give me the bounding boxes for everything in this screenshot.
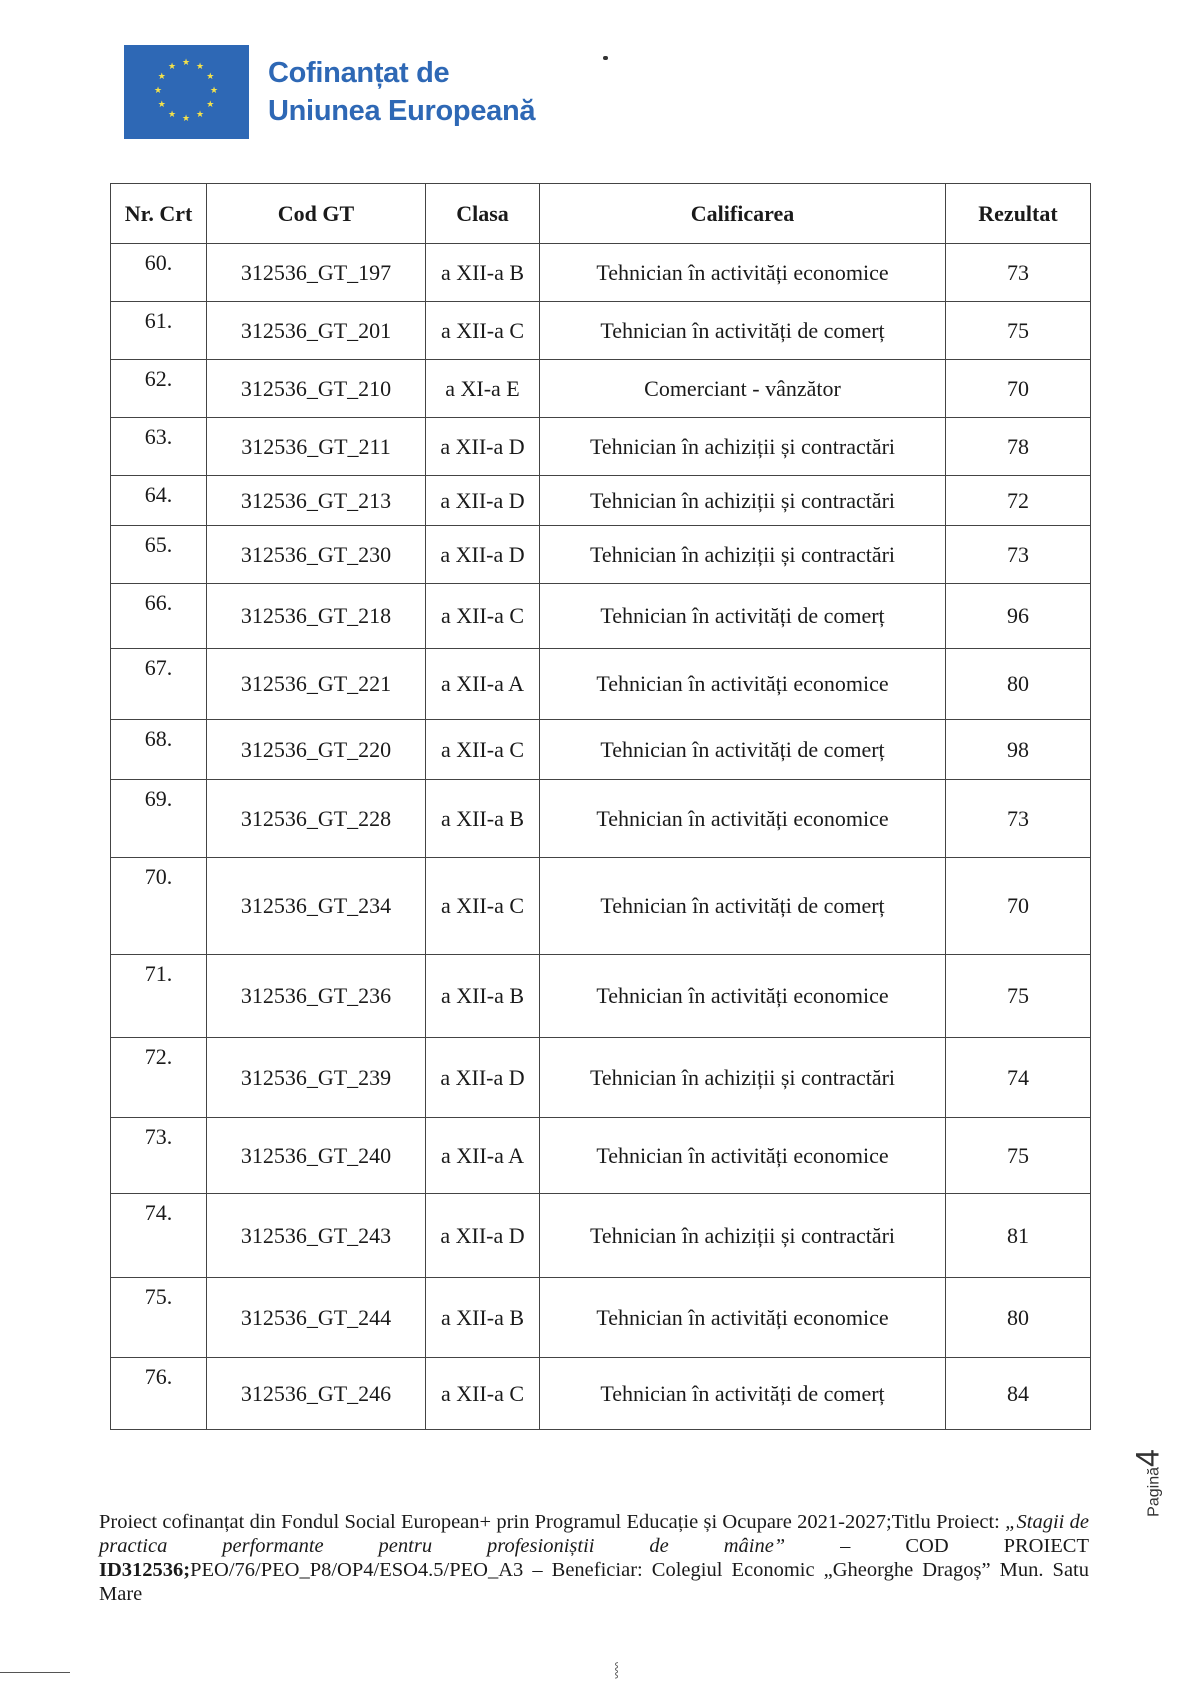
rezultat-cell: 70 bbox=[946, 360, 1091, 418]
cod-gt-cell: 312536_GT_244 bbox=[207, 1278, 426, 1358]
clasa-cell: a XII-a C bbox=[426, 720, 540, 780]
calificarea-cell: Tehnician în activități de comerț bbox=[540, 584, 946, 649]
clasa-cell: a XII-a B bbox=[426, 955, 540, 1038]
nr-cell: 75. bbox=[111, 1278, 207, 1358]
table-row bbox=[111, 526, 1091, 584]
table-row bbox=[111, 858, 1091, 955]
rezultat-cell: 75 bbox=[946, 955, 1091, 1038]
table-row bbox=[111, 1358, 1091, 1430]
rezultat-cell: 98 bbox=[946, 720, 1091, 780]
star-icon: ★ bbox=[154, 86, 163, 96]
nr-cell: 63. bbox=[111, 418, 207, 476]
clasa-cell: a XII-a D bbox=[426, 476, 540, 526]
cod-gt-cell: 312536_GT_197 bbox=[207, 244, 426, 302]
column-header-cod: Cod GT bbox=[207, 184, 426, 244]
clasa-cell: a XII-a B bbox=[426, 780, 540, 858]
cod-gt-cell: 312536_GT_218 bbox=[207, 584, 426, 649]
column-header-rezultat: Rezultat bbox=[946, 184, 1091, 244]
table-row bbox=[111, 649, 1091, 720]
nr-cell: 73. bbox=[111, 1118, 207, 1194]
cod-gt-cell: 312536_GT_220 bbox=[207, 720, 426, 780]
calificarea-cell: Tehnician în activități economice bbox=[540, 244, 946, 302]
calificarea-cell: Tehnician în achiziții și contractări bbox=[540, 526, 946, 584]
clasa-cell: a XII-a D bbox=[426, 418, 540, 476]
rezultat-cell: 80 bbox=[946, 649, 1091, 720]
page-number-value: 4 bbox=[1129, 1449, 1166, 1467]
table-row bbox=[111, 584, 1091, 649]
table-body bbox=[111, 244, 1091, 1430]
rezultat-cell: 72 bbox=[946, 476, 1091, 526]
nr-cell: 62. bbox=[111, 360, 207, 418]
cod-gt-cell: 312536_GT_201 bbox=[207, 302, 426, 360]
table-row bbox=[111, 720, 1091, 780]
nr-cell: 68. bbox=[111, 720, 207, 780]
star-icon: ★ bbox=[168, 61, 177, 72]
table-row bbox=[111, 1194, 1091, 1278]
cod-gt-cell: 312536_GT_236 bbox=[207, 955, 426, 1038]
column-header-clasa: Clasa bbox=[426, 184, 540, 244]
eu-cofinancing-logo bbox=[124, 45, 535, 139]
cod-gt-cell: 312536_GT_243 bbox=[207, 1194, 426, 1278]
star-icon: ★ bbox=[206, 72, 215, 82]
column-header-calificarea: Calificarea bbox=[540, 184, 946, 244]
cod-gt-cell: 312536_GT_228 bbox=[207, 780, 426, 858]
star-icon: ★ bbox=[196, 61, 205, 72]
table-row bbox=[111, 955, 1091, 1038]
nr-cell: 65. bbox=[111, 526, 207, 584]
clasa-cell: a XII-a C bbox=[426, 584, 540, 649]
calificarea-cell: Tehnician în activități economice bbox=[540, 1278, 946, 1358]
table-row bbox=[111, 780, 1091, 858]
star-icon: ★ bbox=[196, 110, 205, 121]
calificarea-cell: Tehnician în achiziții și contractări bbox=[540, 476, 946, 526]
calificarea-cell: Tehnician în achiziții și contractări bbox=[540, 418, 946, 476]
star-icon: ★ bbox=[210, 86, 219, 96]
nr-cell: 74. bbox=[111, 1194, 207, 1278]
eu-flag-icon bbox=[124, 45, 249, 139]
table-row bbox=[111, 244, 1091, 302]
cod-gt-cell: 312536_GT_210 bbox=[207, 360, 426, 418]
footer-text-2: – COD PROIECT bbox=[785, 1535, 1089, 1557]
cod-gt-cell: 312536_GT_234 bbox=[207, 858, 426, 955]
rezultat-cell: 73 bbox=[946, 780, 1091, 858]
nr-cell: 69. bbox=[111, 780, 207, 858]
table-header-row bbox=[111, 184, 1091, 244]
nr-cell: 70. bbox=[111, 858, 207, 955]
table-row bbox=[111, 418, 1091, 476]
star-icon: ★ bbox=[157, 72, 166, 82]
column-header-nr: Nr. Crt bbox=[111, 184, 207, 244]
clasa-cell: a XII-a A bbox=[426, 1118, 540, 1194]
footer-project-id: ID312536; bbox=[99, 1559, 191, 1581]
star-icon: ★ bbox=[182, 114, 191, 124]
nr-cell: 60. bbox=[111, 244, 207, 302]
table-row bbox=[111, 476, 1091, 526]
clasa-cell: a XII-a D bbox=[426, 526, 540, 584]
clasa-cell: a XII-a D bbox=[426, 1194, 540, 1278]
calificarea-cell: Tehnician în activități economice bbox=[540, 780, 946, 858]
table-row bbox=[111, 1118, 1091, 1194]
calificarea-cell: Tehnician în activități de comerț bbox=[540, 1358, 946, 1430]
calificarea-cell: Comerciant - vânzător bbox=[540, 360, 946, 418]
cod-gt-cell: 312536_GT_240 bbox=[207, 1118, 426, 1194]
footer-text-1: Proiect cofinanțat din Fondul Social European+ prin Programul Educație și Ocupare 2021-2027;Titlu Proiect: bbox=[99, 1511, 1006, 1533]
nr-cell: 61. bbox=[111, 302, 207, 360]
scan-mark: ⸾ bbox=[614, 1663, 620, 1678]
calificarea-cell: Tehnician în activități de comerț bbox=[540, 858, 946, 955]
calificarea-cell: Tehnician în activități economice bbox=[540, 1118, 946, 1194]
clasa-cell: a XI-a E bbox=[426, 360, 540, 418]
calificarea-cell: Tehnician în achiziții și contractări bbox=[540, 1038, 946, 1118]
rezultat-cell: 70 bbox=[946, 858, 1091, 955]
logo-line-2: Uniunea Europeană bbox=[268, 95, 536, 127]
rezultat-cell: 73 bbox=[946, 244, 1091, 302]
clasa-cell: a XII-a D bbox=[426, 1038, 540, 1118]
table-row bbox=[111, 302, 1091, 360]
rezultat-cell: 84 bbox=[946, 1358, 1091, 1430]
rezultat-cell: 78 bbox=[946, 418, 1091, 476]
star-icon: ★ bbox=[206, 100, 215, 110]
clasa-cell: a XII-a B bbox=[426, 244, 540, 302]
table-row bbox=[111, 1038, 1091, 1118]
results-table bbox=[110, 183, 1091, 1430]
cod-gt-cell: 312536_GT_213 bbox=[207, 476, 426, 526]
cod-gt-cell: 312536_GT_221 bbox=[207, 649, 426, 720]
nr-cell: 76. bbox=[111, 1358, 207, 1430]
calificarea-cell: Tehnician în activități de comerț bbox=[540, 302, 946, 360]
nr-cell: 66. bbox=[111, 584, 207, 649]
scan-speck bbox=[603, 56, 608, 60]
cod-gt-cell: 312536_GT_239 bbox=[207, 1038, 426, 1118]
rezultat-cell: 81 bbox=[946, 1194, 1091, 1278]
rezultat-cell: 96 bbox=[946, 584, 1091, 649]
logo-text bbox=[268, 54, 535, 130]
project-footer bbox=[99, 1510, 1089, 1606]
rezultat-cell: 74 bbox=[946, 1038, 1091, 1118]
scan-edge-line bbox=[0, 1672, 70, 1673]
footer-project-title: „Stagii de practica performante pentru profesioniștii de mâine” bbox=[99, 1511, 1089, 1557]
clasa-cell: a XII-a A bbox=[426, 649, 540, 720]
nr-cell: 71. bbox=[111, 955, 207, 1038]
clasa-cell: a XII-a B bbox=[426, 1278, 540, 1358]
page-number bbox=[1118, 1448, 1178, 1518]
footer-text-3: PEO/76/PEO_P8/OP4/ESO4.5/PEO_A3 – Beneficiar: Colegiul Economic „Gheorghe Dragoș” Mun. Satu Mare bbox=[99, 1559, 1089, 1605]
table-row bbox=[111, 1278, 1091, 1358]
clasa-cell: a XII-a C bbox=[426, 302, 540, 360]
rezultat-cell: 80 bbox=[946, 1278, 1091, 1358]
rezultat-cell: 73 bbox=[946, 526, 1091, 584]
rezultat-cell: 75 bbox=[946, 302, 1091, 360]
star-icon: ★ bbox=[168, 110, 177, 121]
clasa-cell: a XII-a C bbox=[426, 858, 540, 955]
cod-gt-cell: 312536_GT_246 bbox=[207, 1358, 426, 1430]
page-label: Pagină bbox=[1145, 1466, 1163, 1517]
table-row bbox=[111, 360, 1091, 418]
clasa-cell: a XII-a C bbox=[426, 1358, 540, 1430]
star-icon: ★ bbox=[157, 100, 166, 110]
cod-gt-cell: 312536_GT_211 bbox=[207, 418, 426, 476]
logo-line-1: Cofinanțat de bbox=[268, 57, 450, 89]
calificarea-cell: Tehnician în activități economice bbox=[540, 649, 946, 720]
calificarea-cell: Tehnician în activități economice bbox=[540, 955, 946, 1038]
nr-cell: 64. bbox=[111, 476, 207, 526]
rezultat-cell: 75 bbox=[946, 1118, 1091, 1194]
cod-gt-cell: 312536_GT_230 bbox=[207, 526, 426, 584]
nr-cell: 72. bbox=[111, 1038, 207, 1118]
calificarea-cell: Tehnician în achiziții și contractări bbox=[540, 1194, 946, 1278]
star-icon: ★ bbox=[182, 58, 191, 68]
calificarea-cell: Tehnician în activități de comerț bbox=[540, 720, 946, 780]
nr-cell: 67. bbox=[111, 649, 207, 720]
